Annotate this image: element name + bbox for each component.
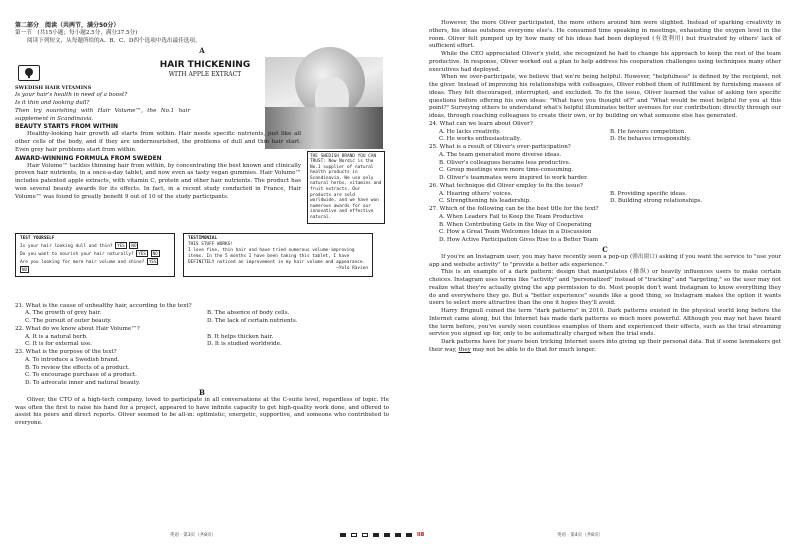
option[interactable]: B. It helps thicken hair. <box>207 333 274 340</box>
nav-marker <box>351 533 357 537</box>
question-stem: 22. What do we know about Hair Volume™? <box>15 325 140 332</box>
option[interactable]: C. He works enthusiastically. <box>439 136 521 143</box>
passage-b-paragraph: Oliver, the CTO of a high-tech company, loved to participate in all conversations at the C-suite level, regardless of topic. He was often the first to raise his hand for a project, appeared to have infinite capacity to get high-quality work done, and offered to assist his peers and direct reports. Oliver seemed to be all-in: optimistic, energetic, supportive, and someone who contributed to everyone. <box>15 396 389 426</box>
ad-paragraph-1: Healthy-looking hair growth all starts from within. Hair needs specific nutrients, just like all other cells of the body, and if they are undernourished, the problems of dull and thin hair start. Even grey hair problems start from within. <box>15 131 301 153</box>
page-mark: II8 <box>417 532 425 538</box>
option[interactable]: D. It is studied worldwide. <box>207 341 282 348</box>
yes-checkbox[interactable]: YES <box>148 258 157 264</box>
part-title: 第二部分 阅读（共两节，满分50分） <box>15 22 120 29</box>
passage-c-letter: C <box>602 244 608 254</box>
right-page <box>397 0 794 544</box>
passage-b-paragraph-4: When we over-participate, we believe that we're being helpful. However, "helpfulness" is defined by the recipient, not the giver. Instead of improving his relationships with colleagues, Oliver robbed them of fulfillment by furnishing masses of ideas. They felt discouraged, interrupted, and excluded. To fix the issue, Oliver learned the value of asking two specific questions before offering his own ideas: "What have you thought of?" and "What would be most helpful for you at this point?" Surveying others to understand what's helpful illuminates better avenues for our contribution; directly through our ideas, through coaching colleagues to create their own, or by building on what someone else has generated. <box>429 74 781 119</box>
option[interactable]: B. When Contributing Gets in the Way of Cooperating <box>439 221 592 228</box>
passage-b-letter: B <box>199 387 205 397</box>
option[interactable]: B. To review the effects of a product. <box>25 364 130 371</box>
passage-c-paragraph-3: Harry Brignull coined the term "dark patterns" in 2010. Dark patterns existed in the physical world long before the Internet came along, but the Internet has made dark patterns so much more powerful. Although you may not have heard the term before, you've surely seen countless examples of them and experienced their effects, such as the trial streaming service you signed up for, only to be automatically charged when the trial ends. <box>429 308 781 338</box>
question-stem: 23. What is the purpose of the text? <box>15 349 117 355</box>
option[interactable]: D. How Active Participation Gives Rise to a Better Team <box>439 237 599 243</box>
question-options <box>429 152 781 183</box>
option[interactable]: C. Strengthening his leadership. <box>439 198 532 205</box>
option[interactable]: A. To introduce a Swedish brand. <box>25 356 120 363</box>
ad-boxes <box>15 233 373 277</box>
testimonial-text: I love fine, thin hair and have tried numerous volume-improving items. In the 5 months I have been taking this tablet, I have DEFINITELY noticed an improvement in my hair volume and appearance. <box>188 247 366 265</box>
underlined-word: they <box>458 346 471 353</box>
right-column <box>429 20 781 355</box>
yes-checkbox[interactable]: YES <box>138 250 146 256</box>
option[interactable]: D. He behaves irresponsibly. <box>610 136 691 143</box>
passage-b-paragraph-3: While the CEO appreciated Oliver's yield, she recognized he had to change his approach to keep the rest of the team productive. In response, Oliver worked out a plan to help address his cooperation challenges using techniques many other executives had deployed. <box>429 51 781 73</box>
option[interactable]: A. Hearing others' voices. <box>439 190 513 197</box>
ad-subtitle: WITH APPLE EXTRACT <box>168 70 242 78</box>
question-options <box>429 214 781 245</box>
option[interactable]: D. The lack of certain nutrients. <box>207 318 298 324</box>
yes-checkbox[interactable]: YES <box>117 242 125 248</box>
option[interactable]: A. It is a natural herb. <box>25 333 88 340</box>
question-stem: 27. Which of the following can be the best title for the text? <box>429 206 599 212</box>
test-title: TEST YOURSELF <box>20 235 55 241</box>
tree-logo-icon <box>18 65 40 81</box>
testimonial-title: TESTIMONIAL <box>188 235 218 241</box>
option[interactable]: C. The pursuit of outer beauty. <box>25 318 112 324</box>
option[interactable]: D. Building strong relationships. <box>610 198 703 205</box>
option[interactable]: D. Oliver's teammates were inspired to work harder. <box>439 175 588 181</box>
hair-ad <box>15 55 389 272</box>
testimonial-subtitle: THIS STUFF WORKS! <box>188 241 233 247</box>
option[interactable]: C. Group meetings were more time-consuming. <box>439 167 574 174</box>
question-stem: 21. What is the cause of unhealthy hair, according to the text? <box>15 302 192 309</box>
option[interactable]: B. Providing specific ideas. <box>610 190 687 197</box>
option[interactable]: A. He lacks creativity. <box>439 128 501 135</box>
ad-title: HAIR THICKENING <box>159 59 251 70</box>
right-footer: 英语 · 第4页（共8页） <box>557 533 604 538</box>
passage-c-paragraph-4: Dark patterns have for years been tricking Internet users into giving up their personal data. But if some lawmakers get their way, they may not be able to do that for much longer. <box>429 339 781 353</box>
ad-question-2: Is it thin and looking dull? <box>15 100 90 106</box>
option[interactable]: C. It is for external use. <box>25 341 92 348</box>
ad-question-3: Then try nourishing with Hair Volume™, the No.1 hair supplement in Scandinavia. <box>15 107 190 122</box>
no-checkbox[interactable]: NO <box>22 266 28 272</box>
test-question-1: Is your hair looking dull and thin? YES NO <box>20 242 137 249</box>
section-title: 第一节 (共15小题；每小题2.5分，满分37.5分) <box>15 30 138 36</box>
nav-marker <box>340 533 346 537</box>
option[interactable]: C. To encourage purchase of a product. <box>25 372 137 379</box>
ad-question-1: Is your hair's health in need of a boost? <box>15 92 128 99</box>
ad-heading-2: AWARD-WINNING FORMULA FROM SWEDEN <box>15 154 162 162</box>
nav-marker <box>384 533 390 537</box>
option[interactable]: D. To advocate inner and natural beauty. <box>25 380 141 386</box>
testimonial-box <box>183 233 373 277</box>
left-footer: 英语 · 第3页（共8页） <box>170 533 217 538</box>
ad-heading-1: BEAUTY STARTS FROM WITHIN <box>15 123 119 131</box>
question-options <box>15 357 389 388</box>
passage-a-letter: A <box>199 45 205 55</box>
nav-marker <box>373 533 379 537</box>
swedish-brand-box: THE SWEDISH BRAND YOU CAN TRUST: New Nordic is the No.1 supplier of natural health products in Scandinavia. We use only natural herbs, vitamins and fruit extracts. Our products are sold worldwide, and we have won numerous awards for our innovative and effective natural. <box>307 151 385 224</box>
question-stem: 26. What technique did Oliver employ to fix the issue? <box>429 182 583 189</box>
option[interactable]: A. The team generated more diverse ideas. <box>439 151 562 158</box>
nav-marker <box>362 533 368 537</box>
no-checkbox[interactable]: NO <box>131 242 137 248</box>
questions-a <box>15 303 389 388</box>
option[interactable]: B. Oliver's colleagues became less productive. <box>439 159 571 166</box>
option[interactable]: A. The growth of grey hair. <box>25 310 102 317</box>
ad-brand: SWEDISH HAIR VITAMINS <box>15 84 92 91</box>
option[interactable]: B. He favours competition. <box>610 128 687 135</box>
option[interactable]: C. How a Great Team Welcomes Ideas in a Discussion <box>439 229 592 236</box>
question-options <box>15 310 389 326</box>
question-options <box>429 191 781 207</box>
question-options <box>429 129 781 145</box>
instruction: 阅读下列短文，从每题所给的A、B、C、D四个选项中选出最佳选项。 <box>27 37 201 44</box>
test-yourself-box <box>15 233 175 277</box>
option[interactable]: B. The absence of body cells. <box>207 310 290 317</box>
no-checkbox[interactable]: NO <box>152 250 158 256</box>
question-stem: 25. What is a result of Oliver's over-participation? <box>429 144 571 150</box>
passage-c-paragraph-2: This is an example of a dark pattern: design that manipulates (操纵) or heavily influences users to make certain choices. Instagram uses terms like "activity" and "personalized" instead of "tracking" and "targeting," so the user may not realize what they're actually giving the app permission to do. Most people don't want Instagram to know everything they do and everywhere they go. But a "better experience" sounds like a good thing, so Instagram makes the option it wants users to select more attractive than the one it hopes they'll avoid. <box>429 269 781 307</box>
question-options <box>15 334 389 350</box>
passage-c-paragraph-1: If you're an Instagram user, you may have recently seen a pop-up (弹出窗口) asking if you want the service to "use your app and website activity" to "provide a better ads experience." <box>429 253 781 268</box>
option[interactable]: A. When Leaders Fail to Keep the Team Productive <box>439 213 584 220</box>
test-question-3: Are you looking for more hair volume and shine? YES NO <box>20 258 157 272</box>
passage-b-paragraph-2: However, the more Oliver participated, the more others around him were slighted. Instead of sparking creativity in others, his ideas outshone everyone else's. He consumed time speaking in meetings, exhausting the oxygen level in the room. Oliver felt pumped up by how many of his ideas had been deployed (有效利用) but frustrated by others' lack of sufficient effort. <box>429 20 781 50</box>
left-column <box>15 22 389 428</box>
questions-b <box>429 121 781 245</box>
question-stem: 24. What can we learn about Oliver? <box>429 120 533 127</box>
testimonial-signature: ~Yolo Ravien <box>336 265 368 271</box>
test-question-2: Do you want to nourish your hair naturally? YES NO <box>20 250 158 257</box>
ad-paragraph-2: Hair Volume™ tackles thinning hair from within, by concentrating the best known and clinically proven hair nutrients, in a once-a-day tablet, and now even as tasty vegan gummies. Hair Volume™ includes patented apple extracts, with vitamin C, protein and other hair nutrients. The product has won several beauty awards for its effects. In fact, in a recent study conducted in France, Hair Volume™ was found to greatly benefit 9 out of 10 of the study participants. <box>15 162 301 200</box>
